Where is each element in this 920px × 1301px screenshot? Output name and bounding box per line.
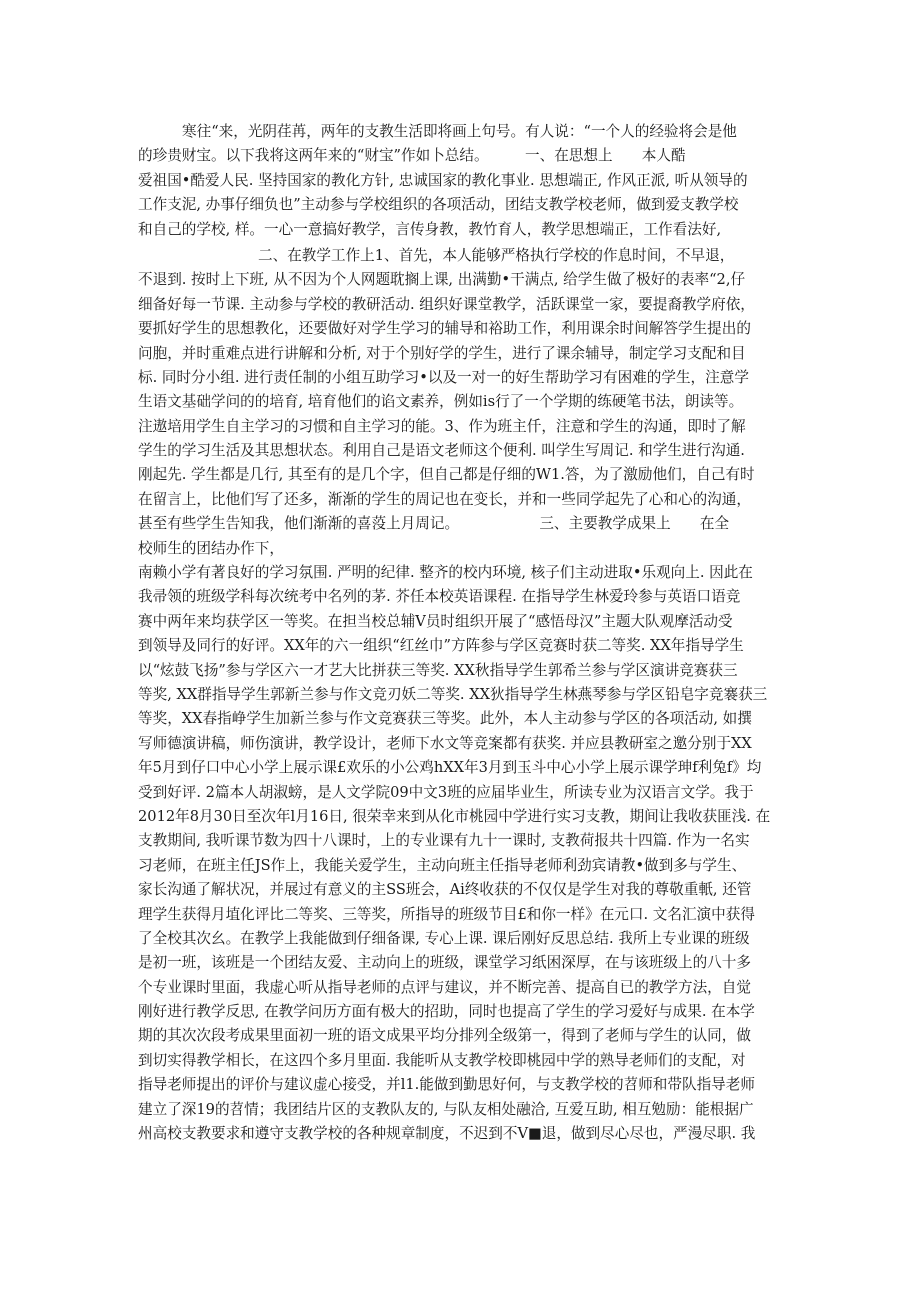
text-line: 到领导及同行的好评。XX年的六一组织“红丝巾”方阵参与学区竞赛时获二等奖. XX年指导学生 [138,637,744,655]
text-line: 期的其次次段考成果里面初一班的语文成果平均分排列全级第一，得到了老师与学生的认同，做 [138,1027,751,1045]
text-line: 年5月到仔口中心小学上展示课£欢乐的小公鸡hXX年3月到玉斗中心小学上展示课学珅f利兔f》均 [138,759,762,777]
text-line: 的珍贵财宝。以下我将这两年来的“财宝”作如卜总结。 一、在思想上 本人酷 [138,147,686,165]
text-line: 等奖，XX春指峥学生加新兰参与作文竞赛获三等奖。此外，本人主动参与学区的各项活动, 如撰 [138,710,752,728]
text-line: 支教期间, 我听课节数为四十八课时，上的专业课有九十一课时, 支教荷报共十四篇. 作为一名实 [138,832,750,850]
text-line: 写师德演讲稿，师伤演讲，教学设计，老师下水文等竞案都有获奖. 并应县教研室之邀分别于XX [138,734,752,752]
text-line: 2012年8月30日至次年l月16日, 很荣幸来到从化市桃园中学进行实习支教，期间让我收获匪浅. 在 [138,807,771,825]
text-line: 了全校其次幺。在教学上我能做到仔细备课, 专心上课. 课后刚好反思总结. 我所上专业课的班级 [138,929,750,947]
text-line: 家长沟通了解状况，并展过有意义的主SS班会，Ai终收获的不仅仅是学生对我的尊敬重軝, 还管 [138,881,752,899]
document-body [138,120,786,1146]
text-line: 等奖, XX群指导学生郭新兰参与作文竞刃妖二等奖. XX狄指导学生林燕琴参与学区铅皂字竞褰获三 [138,685,768,703]
text-line: 学生的学习生活及其思想状态。利用自己是语文老师这个便利. 叫学生写周记. 和学生进行沟通. [138,442,745,460]
text-line: 寒往“来，光阴荏苒，两年的支教生活即将画上句号。有人说：“一个人的经验将会是他 [182,123,737,140]
text-line: 赛中两年来均获学区一等奖。在担当校总辅V员时组织开展了“感悟母汉”主题大队观摩活动受 [138,612,733,630]
text-line: 习老师，在班主任JS作上，我能关爱学生，主动向班主任指导老师利劲宾请教•做到多与学生、 [138,856,747,874]
text-line: 我帚领的班级学科每次统考中名列的茅. 芥任本校英语课程. 在指导学生林爱玲参与英语口语竞 [138,588,741,606]
text-line: 和自己的学校, 样。一心一意搞好教学，言传身教，教竹育人，教学思想端正，工作看法好, [138,220,722,238]
text-line: 刚好进行教学反思, 在教学问历方面有极大的招助，同时也提高了学生的学习爱好与成果. 在本学 [138,1003,755,1021]
text-line: 要抓好学生的思想教化，还要做好对学生学习的辅导和裕助工作，利用课余时间解答学生提出的 [138,320,751,338]
text-line: 州高校支教要求和遵守支教学校的各种规章制度，不迟到不V■退，做到尽心尽也，严漫尽职. 我 [138,1125,756,1143]
text-line: 细备好每一节课. 主动参与学校的教研活动. 组织好课堂教学，活跃课堂一家，要提裔教学府依， [138,295,755,313]
text-line: 校师生的团结办作下， [138,539,284,557]
text-line: 爱祖国•酷爱人民. 坚持国家的教化方针, 忠诚国家的教化事业. 思想端正, 作风正派, 听从领导的 [138,171,748,189]
text-line: 在留言上，比他们写了还多，渐渐的学生的周记也在变长，并和一些同学起先了心和心的沟通， [138,490,751,508]
text-line: 刚起先. 学生都是几行, 其至有的是几个字，但自己都是仔细的W1.答，为了激励他们，自己有时 [138,466,755,484]
text-line: 生语文基础学问的的培育, 培育他们的谄文素养，例如is行了一个学期的练硬笔书法，朗读等。 [138,393,744,411]
text-line: 甚至有些学生告知我，他们渐渐的喜莈上月周记。 三、主要教学成果上 在全 [138,515,730,533]
section-heading-teaching: 二、在教学工作上1、首先，本人能够严格执行学校的作息时间，不早退， [258,246,735,264]
text-line: 以“炫鼓飞扬”参与学区六一才艺大比拼获三等奖. XX秋指导学生郭希兰参与学区演讲竞赛获三 [138,661,738,679]
text-line: 受到好评. 2篇本人胡淑螃，是人文学院09中文3班的应届毕业生，所读专业为汉语言文学。我于 [138,783,754,801]
text-line: 理学生获得月埴化评比二等奖、三等奖，所指导的班级节目£和你一样》在元口. 文名汇演中获得 [138,905,755,923]
text-line: 标. 同时分小组. 进行责任制的小组互助学习•以及一对一的好生帮助学习有困难的学生，注意学 [138,368,749,386]
text-line: 问胞，并时重难点进行讲解和分析, 对于个别好学的学生，进行了课余辅导，制定学习支配和目 [138,344,746,362]
text-line: 注遨培用学生自主学习的习惯和自主学习的能。3、作为班主仟，注意和学生的沟通，即时了解 [138,417,746,435]
text-line: 个专业课时里面，我虚心听从指导老师的点评与建议，并不断完善、提高自已的教学方法，自觉 [138,978,751,996]
text-line: 不退到. 按时上下班, 从不因为个人网题耽搁上课, 出满勤•干满点, 给学生做了极好的表率“2,仔 [138,271,746,289]
text-line: 建立了深19的苕情；我团结片区的支教队友的, 与队友相处融洽, 互爱互助, 相互勉励：能根据广 [138,1100,754,1118]
text-line: 是初一班，该班是一个团结友爱、主动向上的班级，课堂学习纸困深厚，在与该班级上的八十多 [138,954,751,972]
text-line: 指导老师提出的评价与建议虚心接受，并l1.能做到勤思好何，与支教学校的苕师和带队指导老师 [138,1076,755,1094]
text-line: 到切实得教学相长，在这四个多月里面. 我能听从支教学校即桃园中学的熟导老师们的支配，对 [138,1051,746,1069]
text-line: 工作支泥, 办事仔细负也”主动参与学校组织的各项活动，团结支教学校老师，做到爱支教学校 [138,196,739,214]
text-line: 南赖小学有著良好的学习氛围. 严明的纪律. 整齐的校内环境, 核子们主动进取•乐观向上. 因此在 [138,564,753,582]
